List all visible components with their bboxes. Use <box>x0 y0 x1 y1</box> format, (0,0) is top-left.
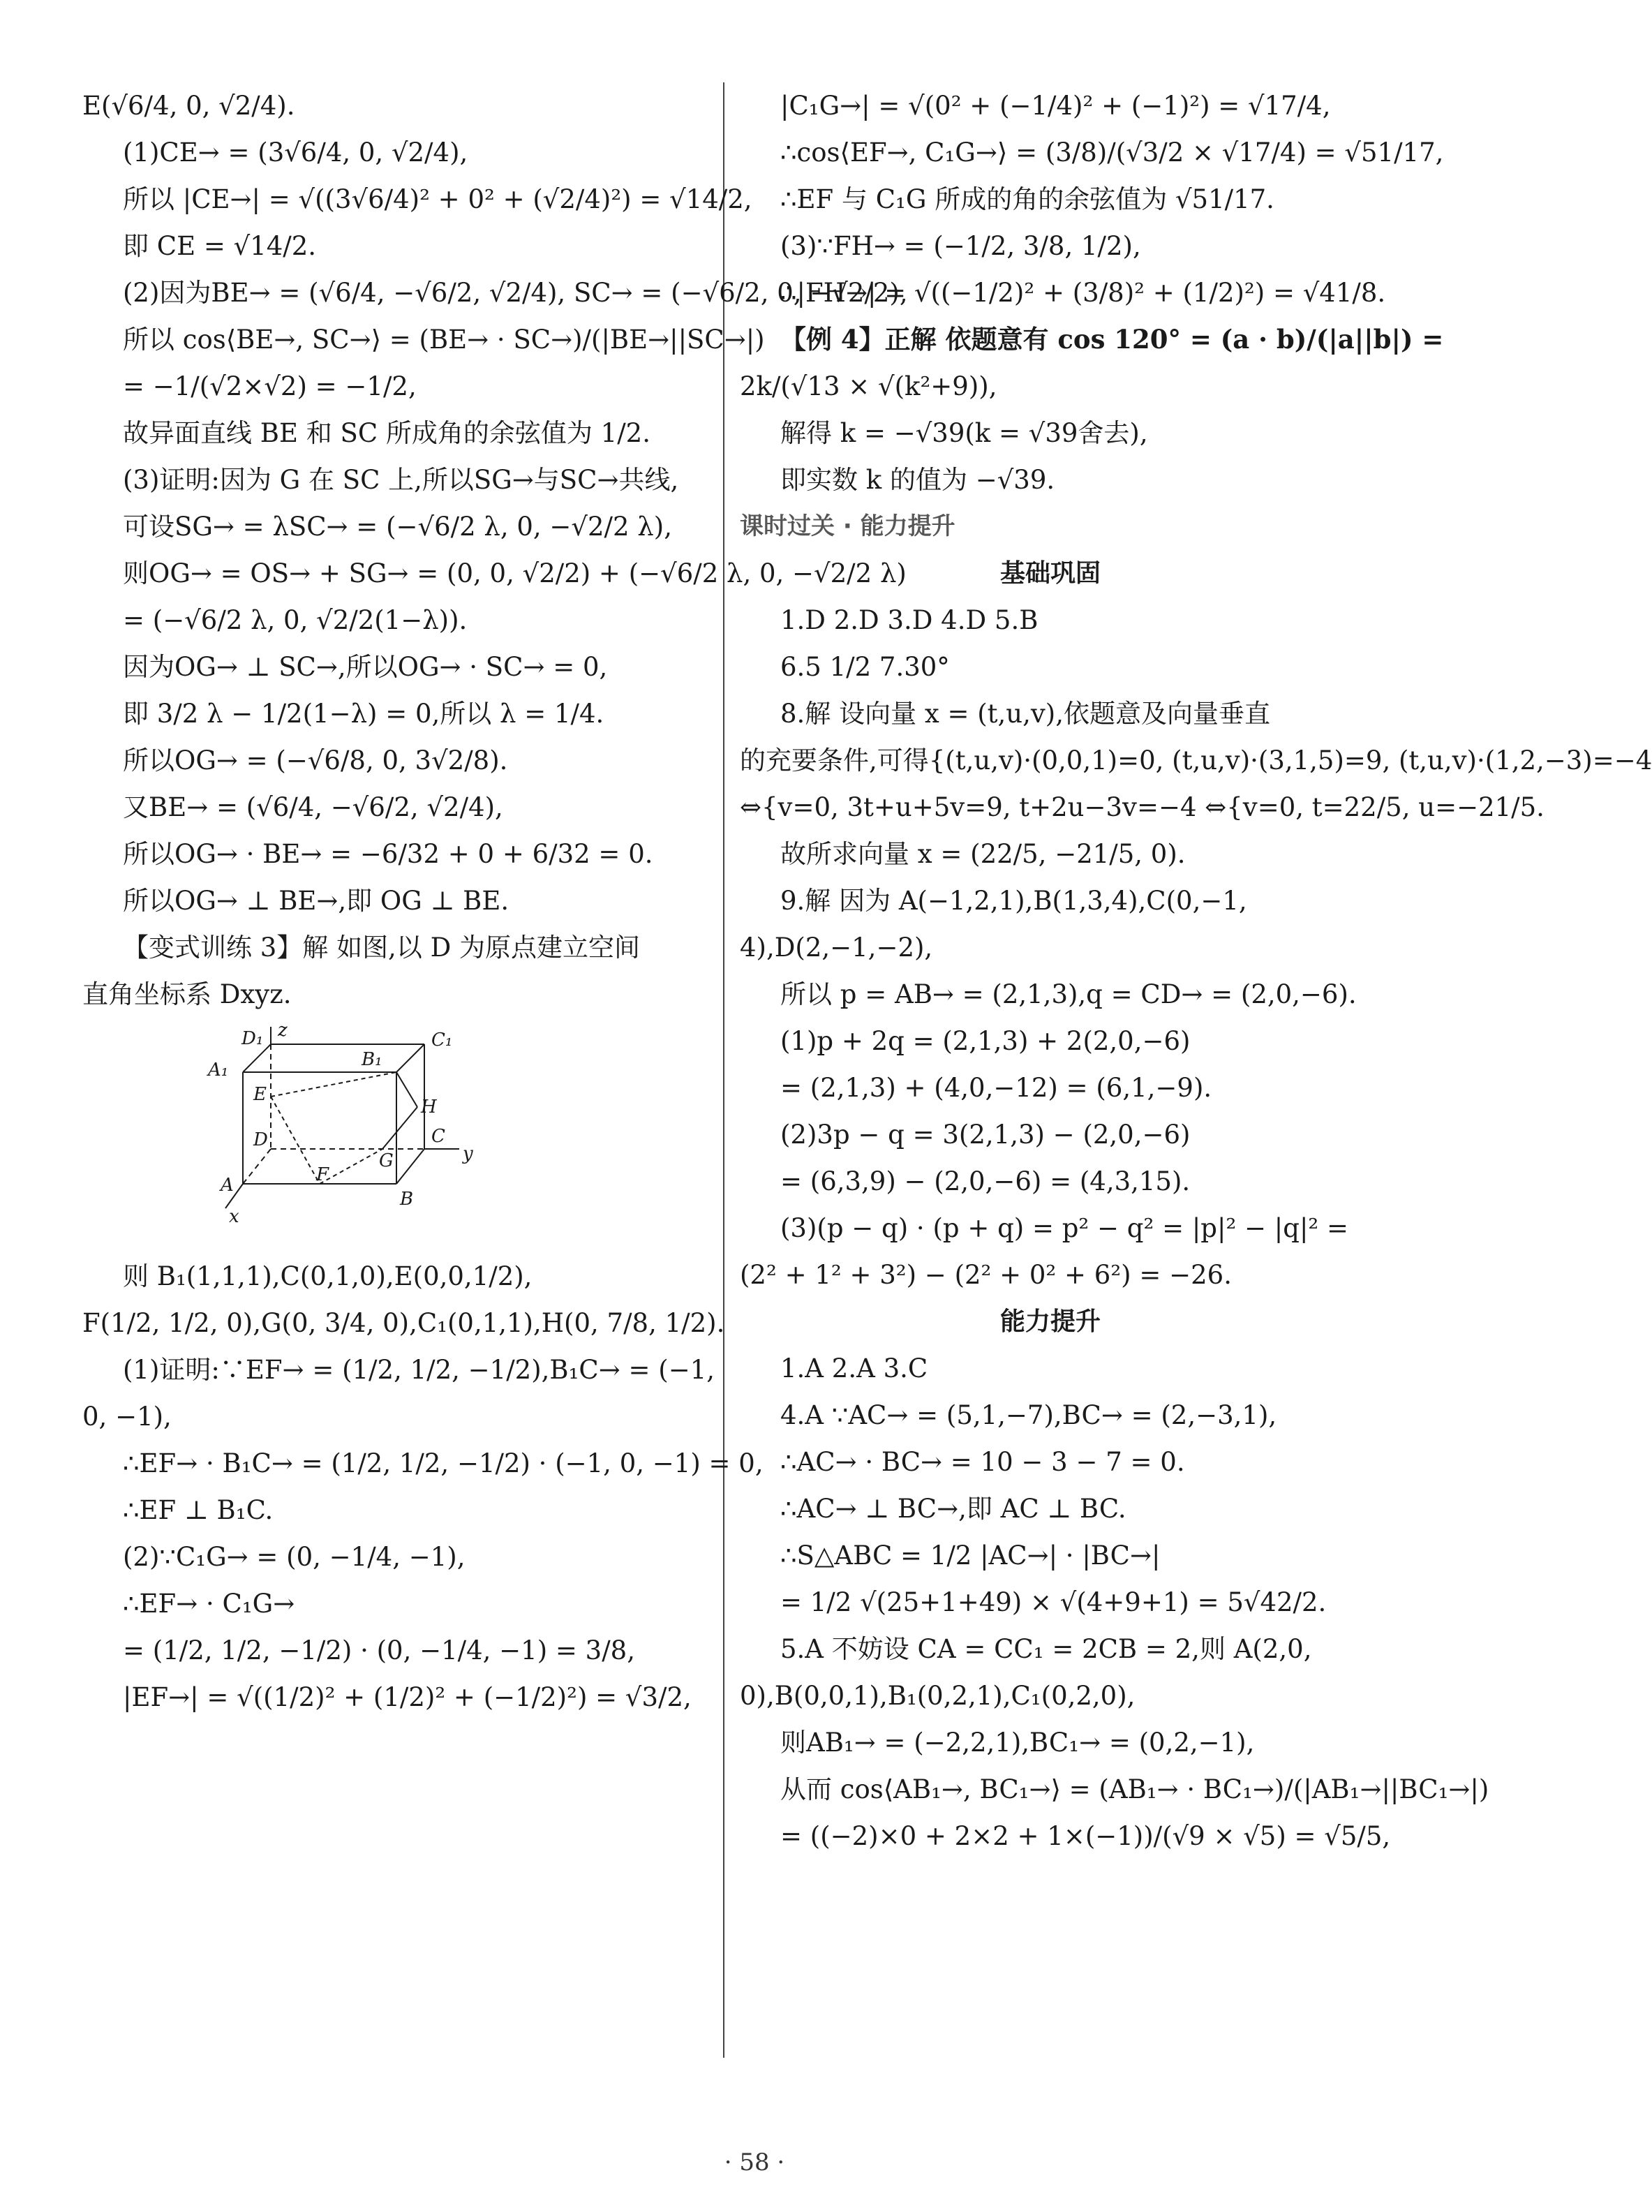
left-column-line: 又BE→ = (√6/4, −√6/2, √2/4), <box>123 792 503 822</box>
left-column-line: 即 CE = √14/2. <box>123 231 317 261</box>
left-column-line: 则 B₁(1,1,1),C(0,1,0),E(0,0,1/2), <box>123 1261 533 1291</box>
right-column-line: |C₁G→| = √(0² + (−1/4)² + (−1)²) = √17/4, <box>780 91 1331 121</box>
right-column-line: ∴cos⟨EF→, C₁G→⟩ = (3/8)/(√3/2 × √17/4) = √51/17, <box>780 138 1444 168</box>
left-column-line: = (1/2, 1/2, −1/2) · (0, −1/4, −1) = 3/8, <box>123 1635 635 1665</box>
left-column-line: 可设SG→ = λSC→ = (−√6/2 λ, 0, −√2/2 λ), <box>123 512 672 542</box>
left-column-line: (1)CE→ = (3√6/4, 0, √2/4), <box>123 138 468 168</box>
right-column-line: = (6,3,9) − (2,0,−6) = (4,3,15). <box>780 1166 1191 1196</box>
right-column-line: 则AB₁→ = (−2,2,1),BC₁→ = (0,2,−1), <box>780 1728 1255 1758</box>
svg-text:C: C <box>431 1126 445 1147</box>
left-column-line: 则OG→ = OS→ + SG→ = (0, 0, √2/2) + (−√6/2 λ, 0, −√2/2 λ) <box>123 558 907 588</box>
right-column-line: = 1/2 √(25+1+49) × √(4+9+1) = 5√42/2. <box>780 1587 1327 1617</box>
right-column-line: ∴S△ABC = 1/2 |AC→| · |BC→| <box>780 1541 1161 1571</box>
right-column-line: 1.A 2.A 3.C <box>780 1353 928 1383</box>
svg-text:E: E <box>253 1084 267 1105</box>
svg-text:F: F <box>316 1164 329 1185</box>
right-column-line: 课时过关 · 能力提升 <box>740 512 955 540</box>
right-column-line: 基础巩固 <box>999 559 1101 588</box>
left-column-line: (2)∵C₁G→ = (0, −1/4, −1), <box>123 1542 466 1572</box>
left-column-line: = −1/(√2×√2) = −1/2, <box>123 371 417 401</box>
left-column-line: 直角坐标系 Dxyz. <box>82 979 292 1009</box>
right-column-line: 的充要条件,可得{(t,u,v)·(0,0,1)=0, (t,u,v)·(3,1,5)=9, (t,u,v)·(1,2,−3)=−4 <box>740 745 1652 775</box>
svg-text:A₁: A₁ <box>208 1060 229 1081</box>
left-column-line: |EF→| = √((1/2)² + (1/2)² + (−1/2)²) = √3/2, <box>123 1682 692 1712</box>
right-column-line: ∴AC→ ⊥ BC→,即 AC ⊥ BC. <box>780 1494 1126 1524</box>
svg-text:B₁: B₁ <box>362 1049 382 1070</box>
right-column-line: ∴EF 与 C₁G 所成的角的余弦值为 √51/17. <box>780 184 1274 214</box>
cube-figure <box>82 1020 724 1233</box>
svg-text:x: x <box>229 1206 239 1227</box>
left-column-line: (3)证明:因为 G 在 SC 上,所以SG→与SC→共线, <box>123 465 679 495</box>
left-column-line: 所以 cos⟨BE→, SC→⟩ = (BE→ · SC→)/(|BE→||SC→|) <box>123 325 765 355</box>
right-column-line: (2)3p − q = 3(2,1,3) − (2,0,−6) <box>780 1120 1191 1150</box>
right-column-line: 1.D 2.D 3.D 4.D 5.B <box>780 605 1039 635</box>
svg-text:D: D <box>253 1129 268 1150</box>
right-column <box>740 82 1652 1860</box>
right-column-line: 5.A 不妨设 CA = CC₁ = 2CB = 2,则 A(2,0, <box>780 1634 1312 1664</box>
svg-text:B: B <box>400 1189 414 1210</box>
right-column-line: 能力提升 <box>999 1307 1101 1336</box>
left-column-line: 所以 |CE→| = √((3√6/4)² + 0² + (√2/4)²) = √14/2, <box>123 184 752 214</box>
right-column-line: 8.解 设向量 x = (t,u,v),依题意及向量垂直 <box>780 699 1270 729</box>
left-column-line: F(1/2, 1/2, 0),G(0, 3/4, 0),C₁(0,1,1),H(0, 7/8, 1/2). <box>82 1308 725 1338</box>
left-column-line: 因为OG→ ⊥ SC→,所以OG→ · SC→ = 0, <box>123 652 608 682</box>
right-column-line: 解得 k = −√39(k = √39舍去), <box>780 418 1148 448</box>
left-column-line: 【变式训练 3】解 如图,以 D 为原点建立空间 <box>123 933 641 963</box>
right-column-line: (3)∵FH→ = (−1/2, 3/8, 1/2), <box>780 231 1141 261</box>
left-column-line: ∴EF→ · B₁C→ = (1/2, 1/2, −1/2) · (−1, 0, −1) = 0, <box>123 1448 764 1478</box>
right-column-line: 9.解 因为 A(−1,2,1),B(1,3,4),C(0,−1, <box>780 886 1247 916</box>
right-column-line: (3)(p − q) · (p + q) = p² − q² = |p|² − |q|² = <box>780 1213 1349 1243</box>
right-column-line: ⇔{v=0, 3t+u+5v=9, t+2u−3v=−4 ⇔{v=0, t=22/5, u=−21/5. <box>740 792 1545 822</box>
left-column-line: E(√6/4, 0, √2/4). <box>82 91 295 121</box>
left-column-line: (2)因为BE→ = (√6/4, −√6/2, √2/4), SC→ = (−√6/2, 0, −√2/2), <box>123 278 908 308</box>
right-column-line: 即实数 k 的值为 −√39. <box>780 465 1055 495</box>
right-column-line: ∴AC→ · BC→ = 10 − 3 − 7 = 0. <box>780 1447 1185 1477</box>
right-column-line: ∴|FH→| = √((−1/2)² + (3/8)² + (1/2)²) = √41/8. <box>780 278 1386 308</box>
left-column-line: 即 3/2 λ − 1/2(1−λ) = 0,所以 λ = 1/4. <box>123 699 604 729</box>
left-column-line: ∴EF→ · C₁G→ <box>123 1589 295 1619</box>
right-column-line: 4),D(2,−1,−2), <box>740 933 933 963</box>
right-column-line: = ((−2)×0 + 2×2 + 1×(−1))/(√9 × √5) = √5/5, <box>780 1821 1391 1851</box>
right-column-line: 4.A ∵AC→ = (5,1,−7),BC→ = (2,−3,1), <box>780 1400 1277 1430</box>
right-column-line: 2k/(√13 × √(k²+9)), <box>740 371 997 401</box>
svg-text:D₁: D₁ <box>241 1028 264 1049</box>
right-column-line: = (2,1,3) + (4,0,−12) = (6,1,−9). <box>780 1073 1212 1103</box>
left-column-line: 所以OG→ = (−√6/8, 0, 3√2/8). <box>123 745 508 775</box>
svg-text:y: y <box>463 1143 473 1164</box>
svg-text:C₁: C₁ <box>431 1030 453 1051</box>
right-column-line: 6.5 1/2 7.30° <box>780 652 950 682</box>
right-column-line: 所以 p = AB→ = (2,1,3),q = CD→ = (2,0,−6). <box>780 979 1357 1009</box>
right-column-line: (2² + 1² + 3²) − (2² + 0² + 6²) = −26. <box>740 1260 1232 1290</box>
right-column-line: 【例 4】正解 依题意有 cos 120° = (a · b)/(|a||b|) = <box>780 324 1444 355</box>
page-number: · 58 · <box>724 2148 785 2176</box>
right-column-line: 0),B(0,0,1),B₁(0,2,1),C₁(0,2,0), <box>740 1681 1136 1711</box>
right-column-line: 故所求向量 x = (22/5, −21/5, 0). <box>780 839 1186 869</box>
svg-text:G: G <box>379 1150 394 1171</box>
left-column-line: 0, −1), <box>82 1402 172 1432</box>
right-column-line: 从而 cos⟨AB₁→, BC₁→⟩ = (AB₁→ · BC₁→)/(|AB₁→||BC₁→|) <box>780 1774 1489 1804</box>
left-column-line: 故异面直线 BE 和 SC 所成角的余弦值为 1/2. <box>123 418 650 448</box>
svg-text:H: H <box>421 1097 437 1118</box>
svg-text:A: A <box>221 1175 234 1196</box>
svg-text:z: z <box>278 1020 288 1041</box>
left-column-line: = (−√6/2 λ, 0, √2/2(1−λ)). <box>123 605 468 635</box>
right-column-line: (1)p + 2q = (2,1,3) + 2(2,0,−6) <box>780 1026 1191 1056</box>
left-column-line: 所以OG→ · BE→ = −6/32 + 0 + 6/32 = 0. <box>123 839 653 869</box>
left-column-line: 所以OG→ ⊥ BE→,即 OG ⊥ BE. <box>123 886 509 916</box>
left-column-line: ∴EF ⊥ B₁C. <box>123 1495 274 1525</box>
left-column-line: (1)证明:∵EF→ = (1/2, 1/2, −1/2),B₁C→ = (−1, <box>123 1355 715 1385</box>
